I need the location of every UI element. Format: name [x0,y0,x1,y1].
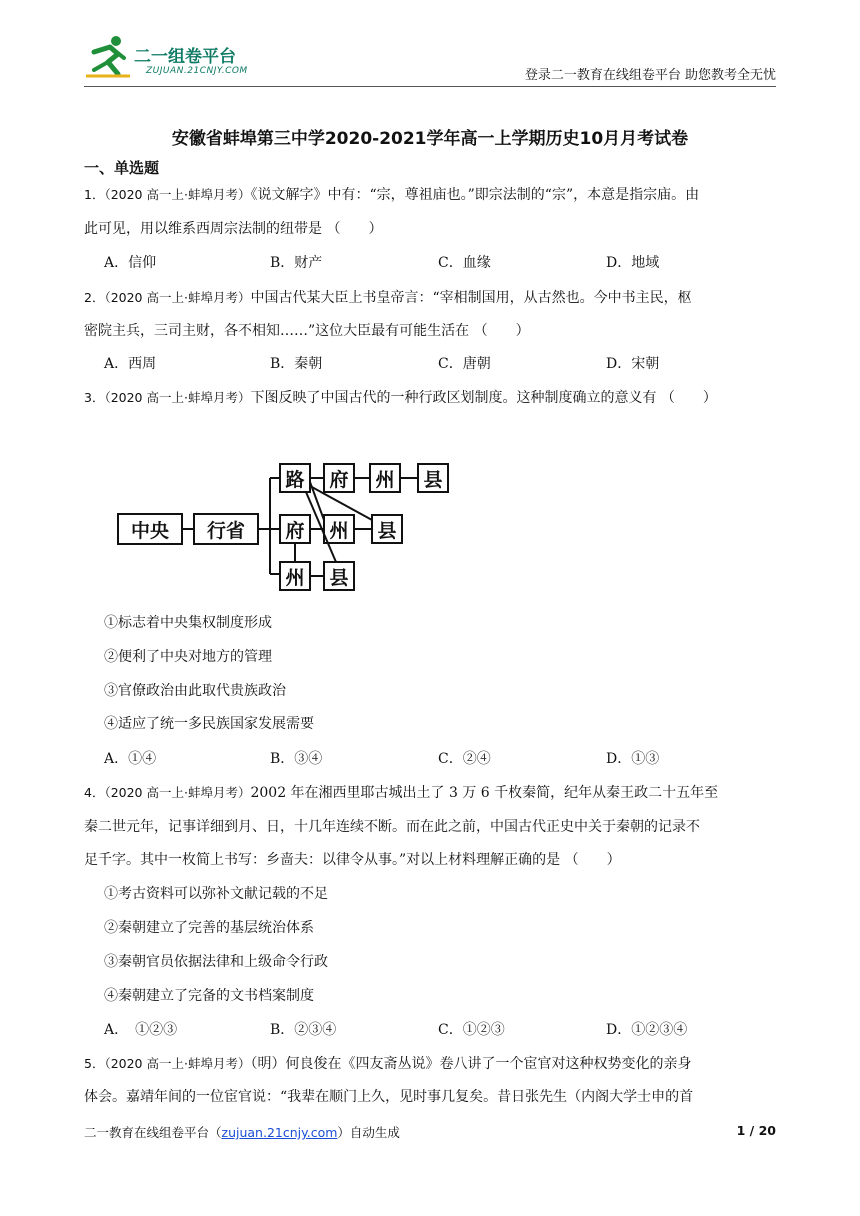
q1-option-d[interactable]: D．地域 [606,255,660,271]
q4-statement-1: ①考古资料可以弥补文献记载的不足 [104,886,328,902]
question-source: （2020 高一上·蚌埠月考） [104,1056,251,1071]
label-zhou-bot: 州 [285,567,305,589]
q2-option-d[interactable]: D．宋朝 [606,356,660,372]
question-text: 下图反映了中国古代的一种行政区划制度。这种制度确立的意义有 （ ） [250,390,717,406]
question-3-line-1 [84,387,717,407]
section-heading: 一、单选题 [84,159,160,177]
header-divider [84,86,776,87]
question-1-line-1 [84,184,699,204]
q4-option-a[interactable]: A． ①②③ [104,1022,178,1038]
q4-option-d[interactable]: D．①②③④ [606,1022,688,1038]
label-lu: 路 [285,469,305,491]
q4-statement-2: ②秦朝建立了完善的基层统治体系 [104,920,314,936]
question-2-line-2: 密院主兵，三司主财，各不相知……”这位大臣最有可能生活在 （ ） [84,323,530,339]
label-xian-top: 县 [423,469,443,491]
question-text: 中国古代某大臣上书皇帝言：“宰相制国用，从古然也。今中书主民，枢 [250,290,692,306]
q1-option-a[interactable]: A．信仰 [104,255,157,271]
label-zhou-top: 州 [375,469,395,491]
q3-statement-1: ①标志着中央集权制度形成 [104,615,272,631]
question-number: 2． [84,290,105,305]
footer-suffix: ）自动生成 [337,1125,400,1140]
q3-statement-3: ③官僚政治由此取代贵族政治 [104,683,286,699]
question-number: 3． [84,390,105,405]
question-number: 1． [84,187,105,202]
q2-option-c[interactable]: C．唐朝 [438,356,491,372]
footer-source [84,1123,400,1141]
question-4-line-1 [84,782,718,802]
question-5-line-1 [84,1053,691,1073]
q4-statement-3: ③秦朝官员依据法律和上级命令行政 [104,954,328,970]
question-4-line-3: 足千字。其中一枚简上书写：乡啬夫：以律令从事。”对以上材料理解正确的是 （ ） [84,852,621,868]
question-text: （明）何良俊在《四友斋丛说》卷八讲了一个宦官对这种权势变化的亲身 [250,1056,692,1072]
question-text: 2002 年在湘西里耶古城出土了 3 万 6 千枚秦简，纪年从秦王政二十五年至 [250,785,719,801]
logo-text: 二一组卷平台 [134,47,236,67]
q3-statement-4: ④适应了统一多民族国家发展需要 [104,716,314,732]
question-text: 《说文解字》中有：“宗，尊祖庙也。”即宗法制的“宗”，本意是指宗庙。由 [250,187,700,203]
question-2-line-1 [84,287,692,307]
question-number: 4． [84,785,105,800]
site-logo-icon [84,32,134,78]
question-source: （2020 高一上·蚌埠月考） [104,390,251,405]
label-xingsheng: 行省 [206,520,246,542]
footer-prefix: 二一教育在线组卷平台（ [84,1125,222,1140]
page-title: 安徽省蚌埠第三中学2020-2021学年高一上学期历史10月月考试卷 [171,129,689,149]
q3-option-b[interactable]: B．③④ [270,751,323,767]
q1-option-b[interactable]: B．财产 [270,255,323,271]
q2-option-a[interactable]: A．西周 [104,356,157,372]
q4-option-c[interactable]: C．①②③ [438,1022,505,1038]
question-source: （2020 高一上·蚌埠月考） [104,290,251,305]
page-number: 1 / 20 [736,1123,776,1138]
question-source: （2020 高一上·蚌埠月考） [104,187,251,202]
label-fu-top: 府 [329,469,349,491]
question-5-line-2: 体会。嘉靖年间的一位宦官说：“我辈在顺门上久，见时事几复矣。昔日张先生（内阁大学士申的首 [84,1089,694,1105]
q1-option-c[interactable]: C．血缘 [438,255,491,271]
label-xian-bot: 县 [329,567,349,589]
label-fu-mid: 府 [285,520,305,542]
q2-option-b[interactable]: B．秦朝 [270,356,323,372]
q3-option-a[interactable]: A．①④ [104,751,157,767]
q3-option-d[interactable]: D．①③ [606,751,660,767]
header-slogan: 登录二一教育在线组卷平台 助您教考全无忧 [524,68,776,83]
label-zhongyang: 中央 [130,520,170,542]
admin-division-diagram [110,456,460,596]
label-xian-mid: 县 [377,520,397,542]
q3-option-c[interactable]: C．②④ [438,751,491,767]
q4-option-b[interactable]: B．②③④ [270,1022,337,1038]
footer-link[interactable]: zujuan.21cnjy.com [221,1125,338,1140]
question-4-line-2: 秦二世元年，记事详细到月、日，十几年连续不断。而在此之前，中国古代正史中关于秦朝的记录不 [84,819,700,835]
q4-statement-4: ④秦朝建立了完备的文书档案制度 [104,988,314,1004]
question-number: 5． [84,1056,105,1071]
question-source: （2020 高一上·蚌埠月考） [104,785,251,800]
q3-statement-2: ②便利了中央对地方的管理 [104,649,272,665]
question-1-line-2: 此可见，用以维系西周宗法制的纽带是 （ ） [84,221,383,237]
label-zhou-mid: 州 [329,520,349,542]
logo-subtext: ZUJUAN.21CNJY.COM [146,66,248,76]
